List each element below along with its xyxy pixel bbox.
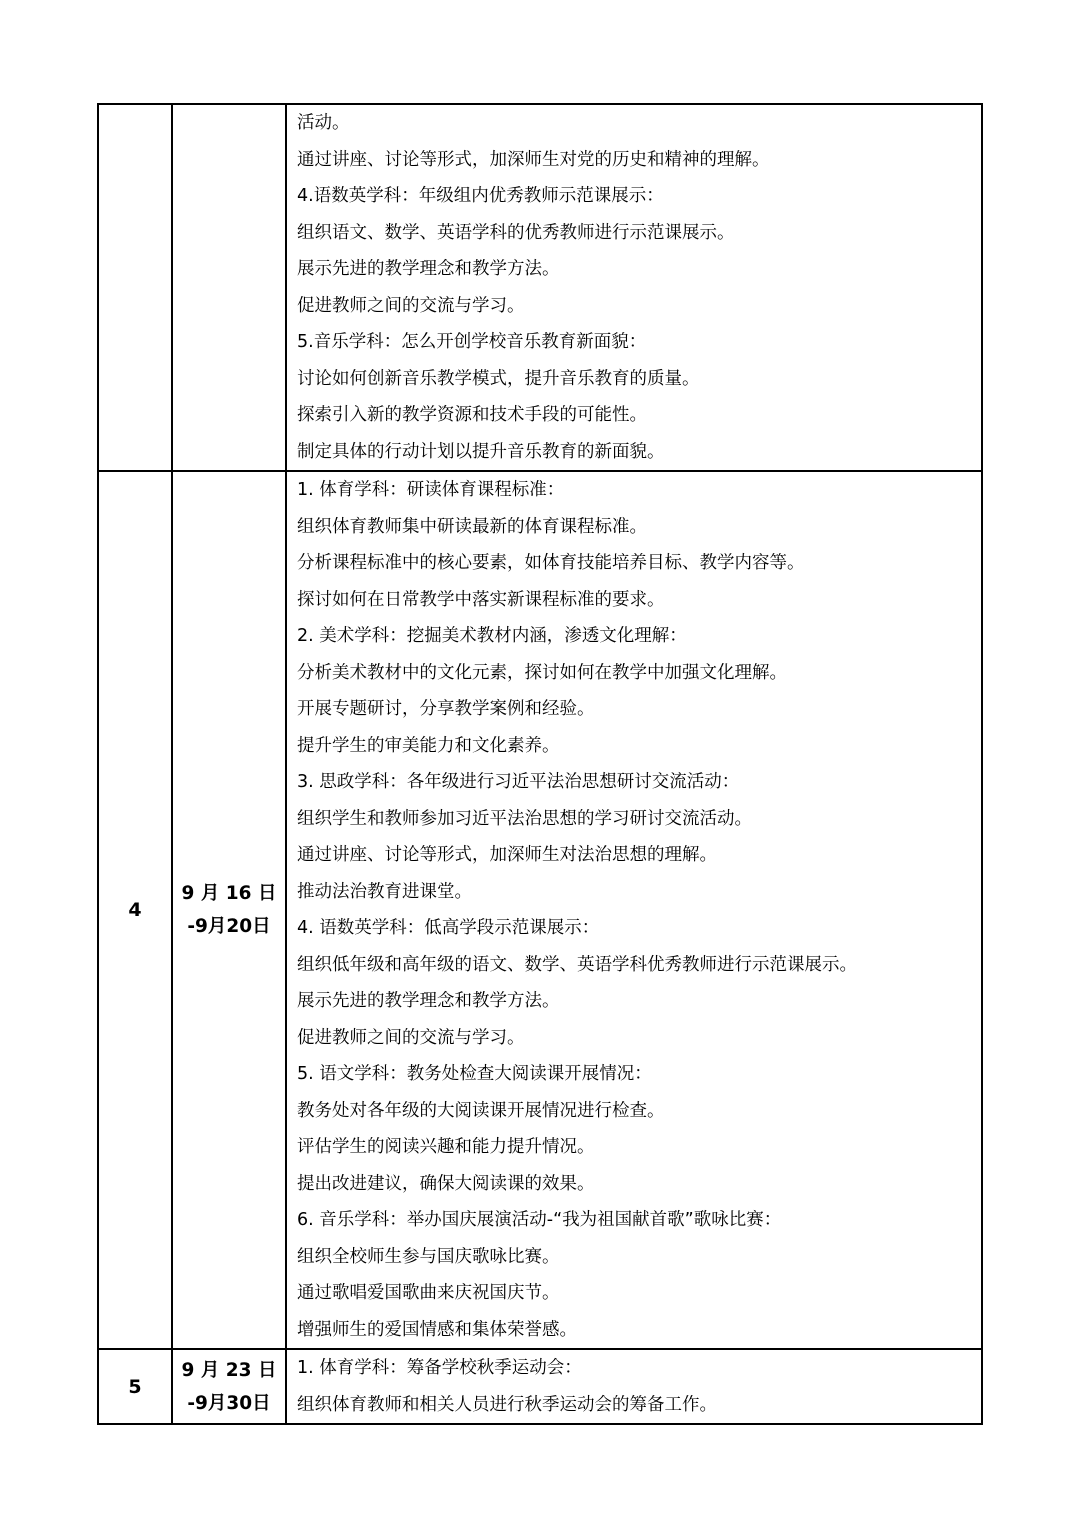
week-number-cell: [98, 104, 172, 471]
date-cell: [172, 1349, 286, 1424]
content-line: 4. 语数英学科：低高学段示范课展示：: [297, 918, 600, 938]
content-line: 2. 美术学科：挖掘美术教材内涵，渗透文化理解：: [297, 626, 687, 646]
content-line: 促进教师之间的交流与学习。: [297, 295, 525, 316]
week-number-cell: [98, 471, 172, 1349]
content-line: 5. 语文学科：教务处检查大阅读课开展情况：: [297, 1064, 652, 1084]
table-row: [98, 104, 982, 471]
table-row: [98, 1349, 982, 1424]
content-line: 4.语数英学科：年级组内优秀教师示范课展示：: [297, 186, 664, 206]
content-line: 开展专题研讨，分享教学案例和经验。: [297, 699, 595, 719]
content-line: 6. 音乐学科：举办国庆展演活动-“我为祖国献首歌”歌咏比赛：: [297, 1210, 782, 1230]
content-line: 组织全校师生参与国庆歌咏比赛。: [297, 1246, 560, 1267]
content-line: 推动法治教育进课堂。: [297, 881, 472, 902]
content-line: 3. 思政学科：各年级进行习近平法治思想研讨交流活动：: [297, 772, 740, 792]
content-line: 通过讲座、讨论等形式，加深师生对法治思想的理解。: [297, 845, 717, 865]
table-row: [98, 471, 982, 1349]
date-start: 9 月 16 日: [181, 883, 277, 904]
content-cell: [286, 1349, 982, 1424]
week-number: 4: [128, 899, 142, 921]
schedule-table: [97, 103, 983, 1425]
content-line: 提升学生的审美能力和文化素养。: [297, 735, 560, 756]
content-line: 通过讲座、讨论等形式，加深师生对党的历史和精神的理解。: [297, 149, 770, 170]
content-line: 1. 体育学科：筹备学校秋季运动会：: [297, 1358, 582, 1378]
content-line: 通过歌唱爱国歌曲来庆祝国庆节。: [297, 1283, 560, 1303]
content-line: 组织低年级和高年级的语文、数学、英语学科优秀教师进行示范课展示。: [297, 954, 857, 975]
content-line: 组织体育教师和相关人员进行秋季运动会的筹备工作。: [297, 1394, 717, 1415]
date-cell: [172, 471, 286, 1349]
date-start: 9 月 23 日: [181, 1359, 277, 1381]
content-line: 评估学生的阅读兴趣和能力提升情况。: [297, 1137, 595, 1157]
content-line: 组织体育教师集中研读最新的体育课程标准。: [297, 516, 647, 537]
table-body: [98, 104, 982, 1424]
content-line: 活动。: [297, 113, 350, 133]
content-line: 增强师生的爱国情感和集体荣誉感。: [297, 1319, 577, 1340]
date-cell: [172, 104, 286, 471]
content-line: 讨论如何创新音乐教学模式，提升音乐教育的质量。: [297, 368, 700, 389]
content-cell: [286, 471, 982, 1349]
content-cell: [286, 104, 982, 471]
content-line: 分析美术教材中的文化元素，探讨如何在教学中加强文化理解。: [297, 662, 787, 683]
date-end: -9月20日: [187, 916, 271, 937]
content-line: 展示先进的教学理念和教学方法。: [297, 259, 560, 279]
week-number: 5: [128, 1375, 142, 1398]
content-line: 组织学生和教师参加习近平法治思想的学习研讨交流活动。: [297, 808, 752, 829]
content-line: 提出改进建议，确保大阅读课的效果。: [297, 1173, 595, 1194]
content-line: 展示先进的教学理念和教学方法。: [297, 991, 560, 1011]
content-line: 5.音乐学科：怎么开创学校音乐教育新面貌：: [297, 332, 647, 352]
date-end: -9月30日: [187, 1392, 271, 1414]
content-line: 促进教师之间的交流与学习。: [297, 1027, 525, 1048]
content-line: 组织语文、数学、英语学科的优秀教师进行示范课展示。: [297, 222, 735, 243]
week-number-cell: [98, 1349, 172, 1424]
content-line: 探索引入新的教学资源和技术手段的可能性。: [297, 405, 647, 425]
content-line: 分析课程标准中的核心要素，如体育技能培养目标、教学内容等。: [297, 553, 805, 573]
content-line: 教务处对各年级的大阅读课开展情况进行检查。: [297, 1100, 665, 1121]
content-line: 探讨如何在日常教学中落实新课程标准的要求。: [297, 589, 665, 610]
content-line: 制定具体的行动计划以提升音乐教育的新面貌。: [297, 441, 665, 462]
content-line: 1. 体育学科：研读体育课程标准：: [297, 480, 565, 500]
